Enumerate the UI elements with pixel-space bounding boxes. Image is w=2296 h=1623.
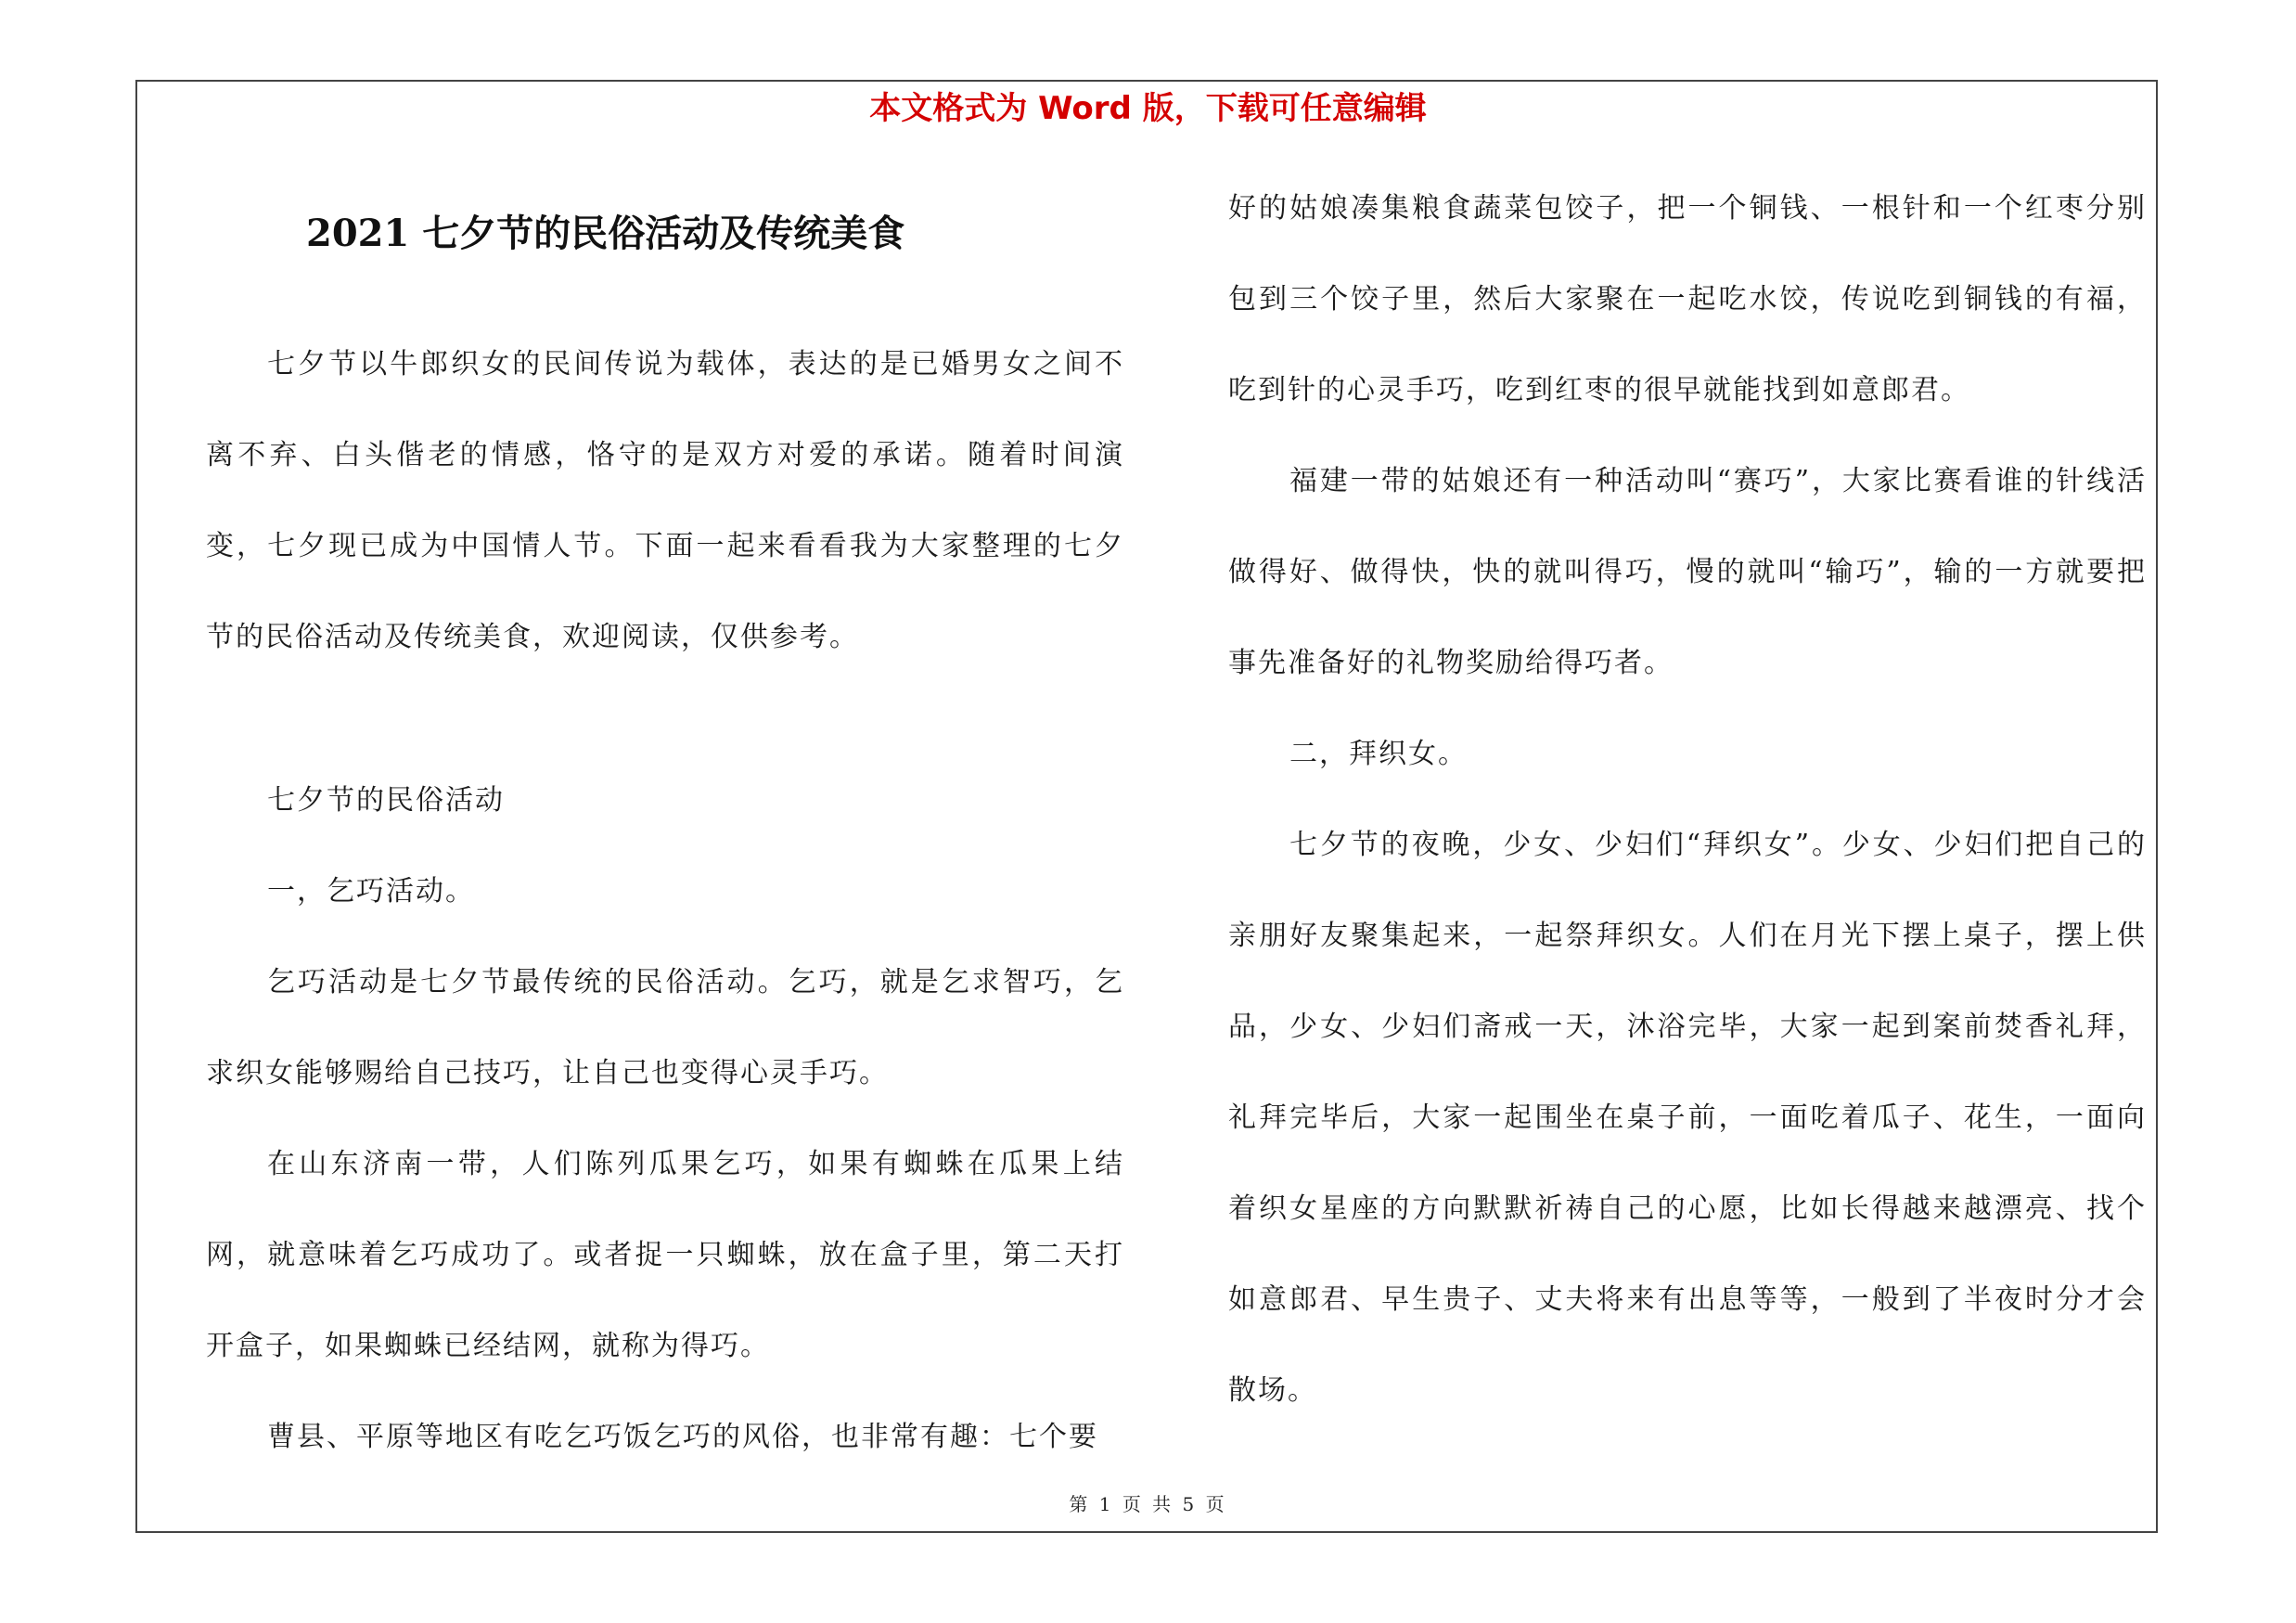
body-paragraph: 曹县、平原等地区有吃乞巧饭乞巧的风俗，也非常有趣：七个要 bbox=[267, 1421, 1098, 1453]
list-item-heading: 二，拜织女。 bbox=[1289, 738, 1468, 770]
body-paragraph: 福建一带的姑娘还有一种活动叫“赛巧”，大家比赛看谁的针线活做得好、做得快，快的就叫得巧，慢的就叫“输巧”，输的一方就要把事先准备好的礼物奖励给得巧者。 bbox=[1228, 465, 2147, 679]
body-paragraph: 乞巧活动是七夕节最传统的民俗活动。乞巧，就是乞求智巧，乞求织女能够赐给自己技巧，让自己也变得心灵手巧。 bbox=[206, 966, 1124, 1089]
body-paragraph: 在山东济南一带，人们陈列瓜果乞巧，如果有蜘蛛在瓜果上结网，就意味着乞巧成功了。或者捉一只蜘蛛，放在盒子里，第二天打开盒子，如果蜘蛛已经结网，就称为得巧。 bbox=[206, 1148, 1124, 1362]
page-number: 第 1 页 共 5 页 bbox=[1069, 1493, 1227, 1515]
section-heading: 七夕节的民俗活动 bbox=[267, 784, 505, 817]
document-title: 2021 七夕节的民俗活动及传统美食 bbox=[306, 212, 905, 255]
list-item-heading: 一，乞巧活动。 bbox=[267, 875, 475, 908]
intro-paragraph: 七夕节以牛郎织女的民间传说为载体，表达的是已婚男女之间不离不弃、白头偕老的情感，恪守的是双方对爱的承诺。随着时间演变，七夕现已成为中国情人节。下面一起来看看我为大家整理的七夕节的民俗活动及传统美食，欢迎阅读，仅供参考。 bbox=[206, 348, 1124, 653]
body-paragraph: 好的姑娘凑集粮食蔬菜包饺子，把一个铜钱、一根针和一个红枣分别包到三个饺子里，然后大家聚在一起吃水饺，传说吃到铜钱的有福，吃到针的心灵手巧，吃到红枣的很早就能找到如意郎君。 bbox=[1228, 192, 2147, 406]
edit-banner: 本文格式为 Word 版，下载可任意编辑 bbox=[869, 90, 1427, 127]
body-paragraph: 七夕节的夜晚，少女、少妇们“拜织女”。少女、少妇们把自己的亲朋好友聚集起来，一起祭拜织女。人们在月光下摆上桌子，摆上供品，少女、少妇们斋戒一天，沐浴完毕，大家一起到案前焚香礼拜，礼拜完毕后，大家一起围坐在桌子前，一面吃着瓜子、花生，一面向着织女星座的方向默默祈祷自己的心愿，比如长得越来越漂亮、找个如意郎君、早生贵子、丈夫将来有出息等等，一般到了半夜时分才会散场。 bbox=[1228, 829, 2147, 1407]
